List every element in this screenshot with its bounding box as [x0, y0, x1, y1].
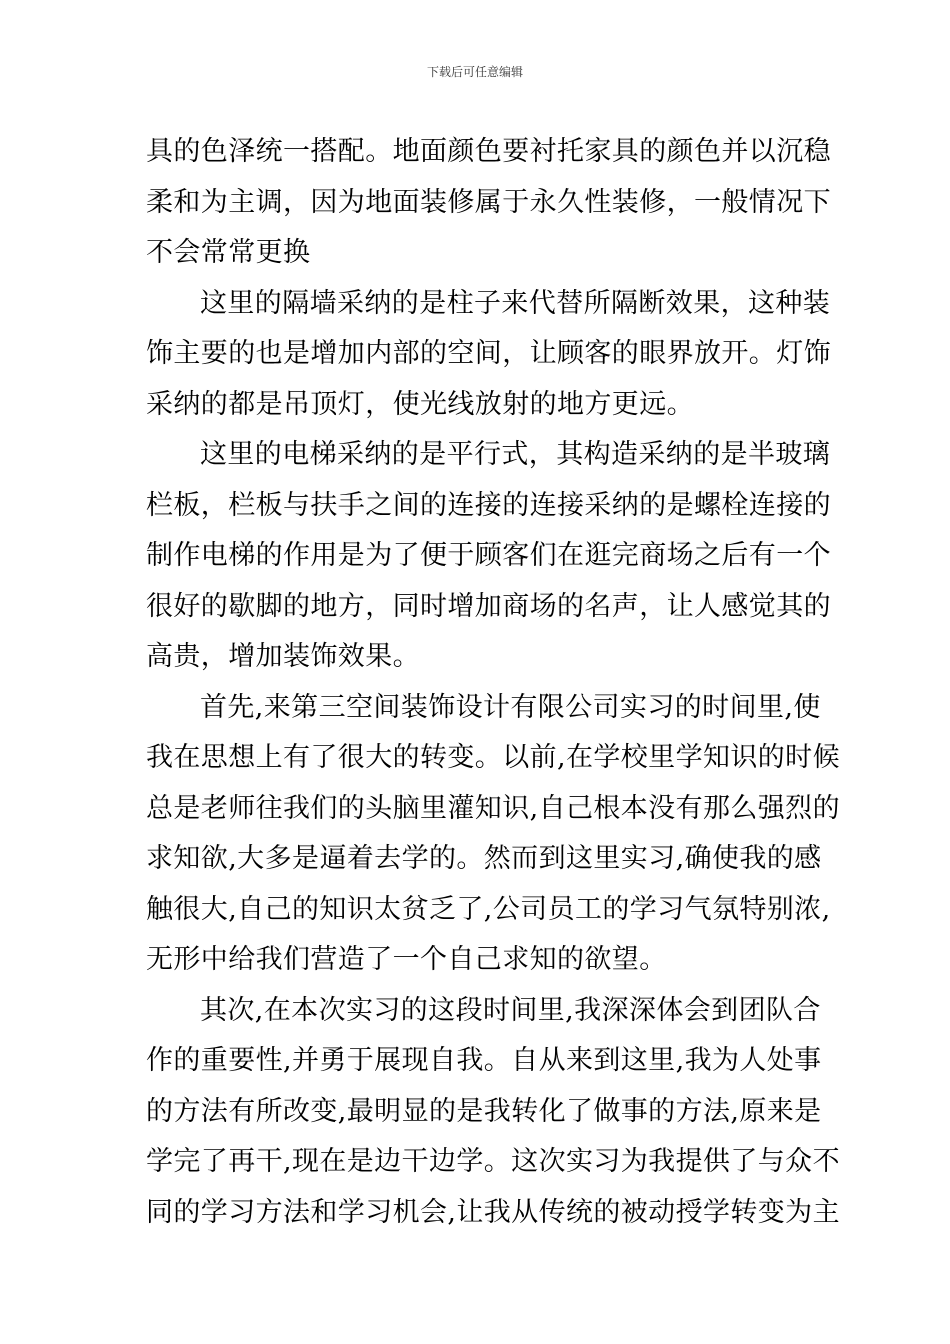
text-line: 采纳的都是吊顶灯，使光线放射的地方更远。	[146, 388, 694, 420]
text-line: 栏板，栏板与扶手之间的连接的连接采纳的是螺栓连接的	[146, 489, 831, 521]
text-line: 求知欲,大多是逼着去学的。然而到这里实习,确使我的感	[146, 843, 822, 874]
text-line: 学完了再干,现在是边干边学。这次实习为我提供了与众不	[146, 1146, 840, 1177]
text-line: 制作电梯的作用是为了便于顾客们在逛完商场之后有一个	[146, 540, 831, 571]
paragraph-first-line: 这里的电梯采纳的是平行式，其构造采纳的是半玻璃	[200, 439, 831, 470]
text-line: 的方法有所改变,最明显的是我转化了做事的方法,原来是	[146, 1095, 822, 1127]
paragraph-first-line: 其次,在本次实习的这段时间里,我深深体会到团队合	[200, 994, 821, 1026]
text-line: 柔和为主调，因为地面装修属于永久性装修，一般情况下	[146, 186, 831, 218]
text-line: 很好的歇脚的地方，同时增加商场的名声，让人感觉其的	[146, 590, 831, 622]
text-line: 作的重要性,并勇于展现自我。自从来到这里,我为人处事	[146, 1045, 822, 1076]
text-line: 触很大,自己的知识太贫乏了,公司员工的学习气氛特别浓,	[146, 893, 831, 925]
text-line: 高贵，增加装饰效果。	[146, 641, 420, 672]
paragraph-first-line: 这里的隔墙采纳的是柱子来代替所隔断效果，这种装	[200, 287, 831, 319]
page-header: 下载后可任意编辑	[426, 65, 523, 79]
text-line: 不会常常更换	[146, 237, 311, 268]
document-body	[146, 127, 840, 1238]
text-line: 饰主要的也是增加内部的空间，让顾客的眼界放开。灯饰	[146, 338, 831, 369]
text-line: 总是老师往我们的头脑里灌知识,自己根本没有那么强烈的	[146, 792, 840, 824]
paragraph-first-line: 首先,来第三空间装饰设计有限公司实习的时间里,使	[200, 691, 821, 723]
text-line: 我在思想上有了很大的转变。以前,在学校里学知识的时候	[146, 742, 840, 773]
text-line: 具的色泽统一搭配。地面颜色要衬托家具的颜色并以沉稳	[146, 136, 831, 167]
text-line: 同的学习方法和学习机会,让我从传统的被动授学转变为主	[146, 1196, 840, 1228]
text-line: 无形中给我们营造了一个自己求知的欲望。	[146, 944, 667, 975]
